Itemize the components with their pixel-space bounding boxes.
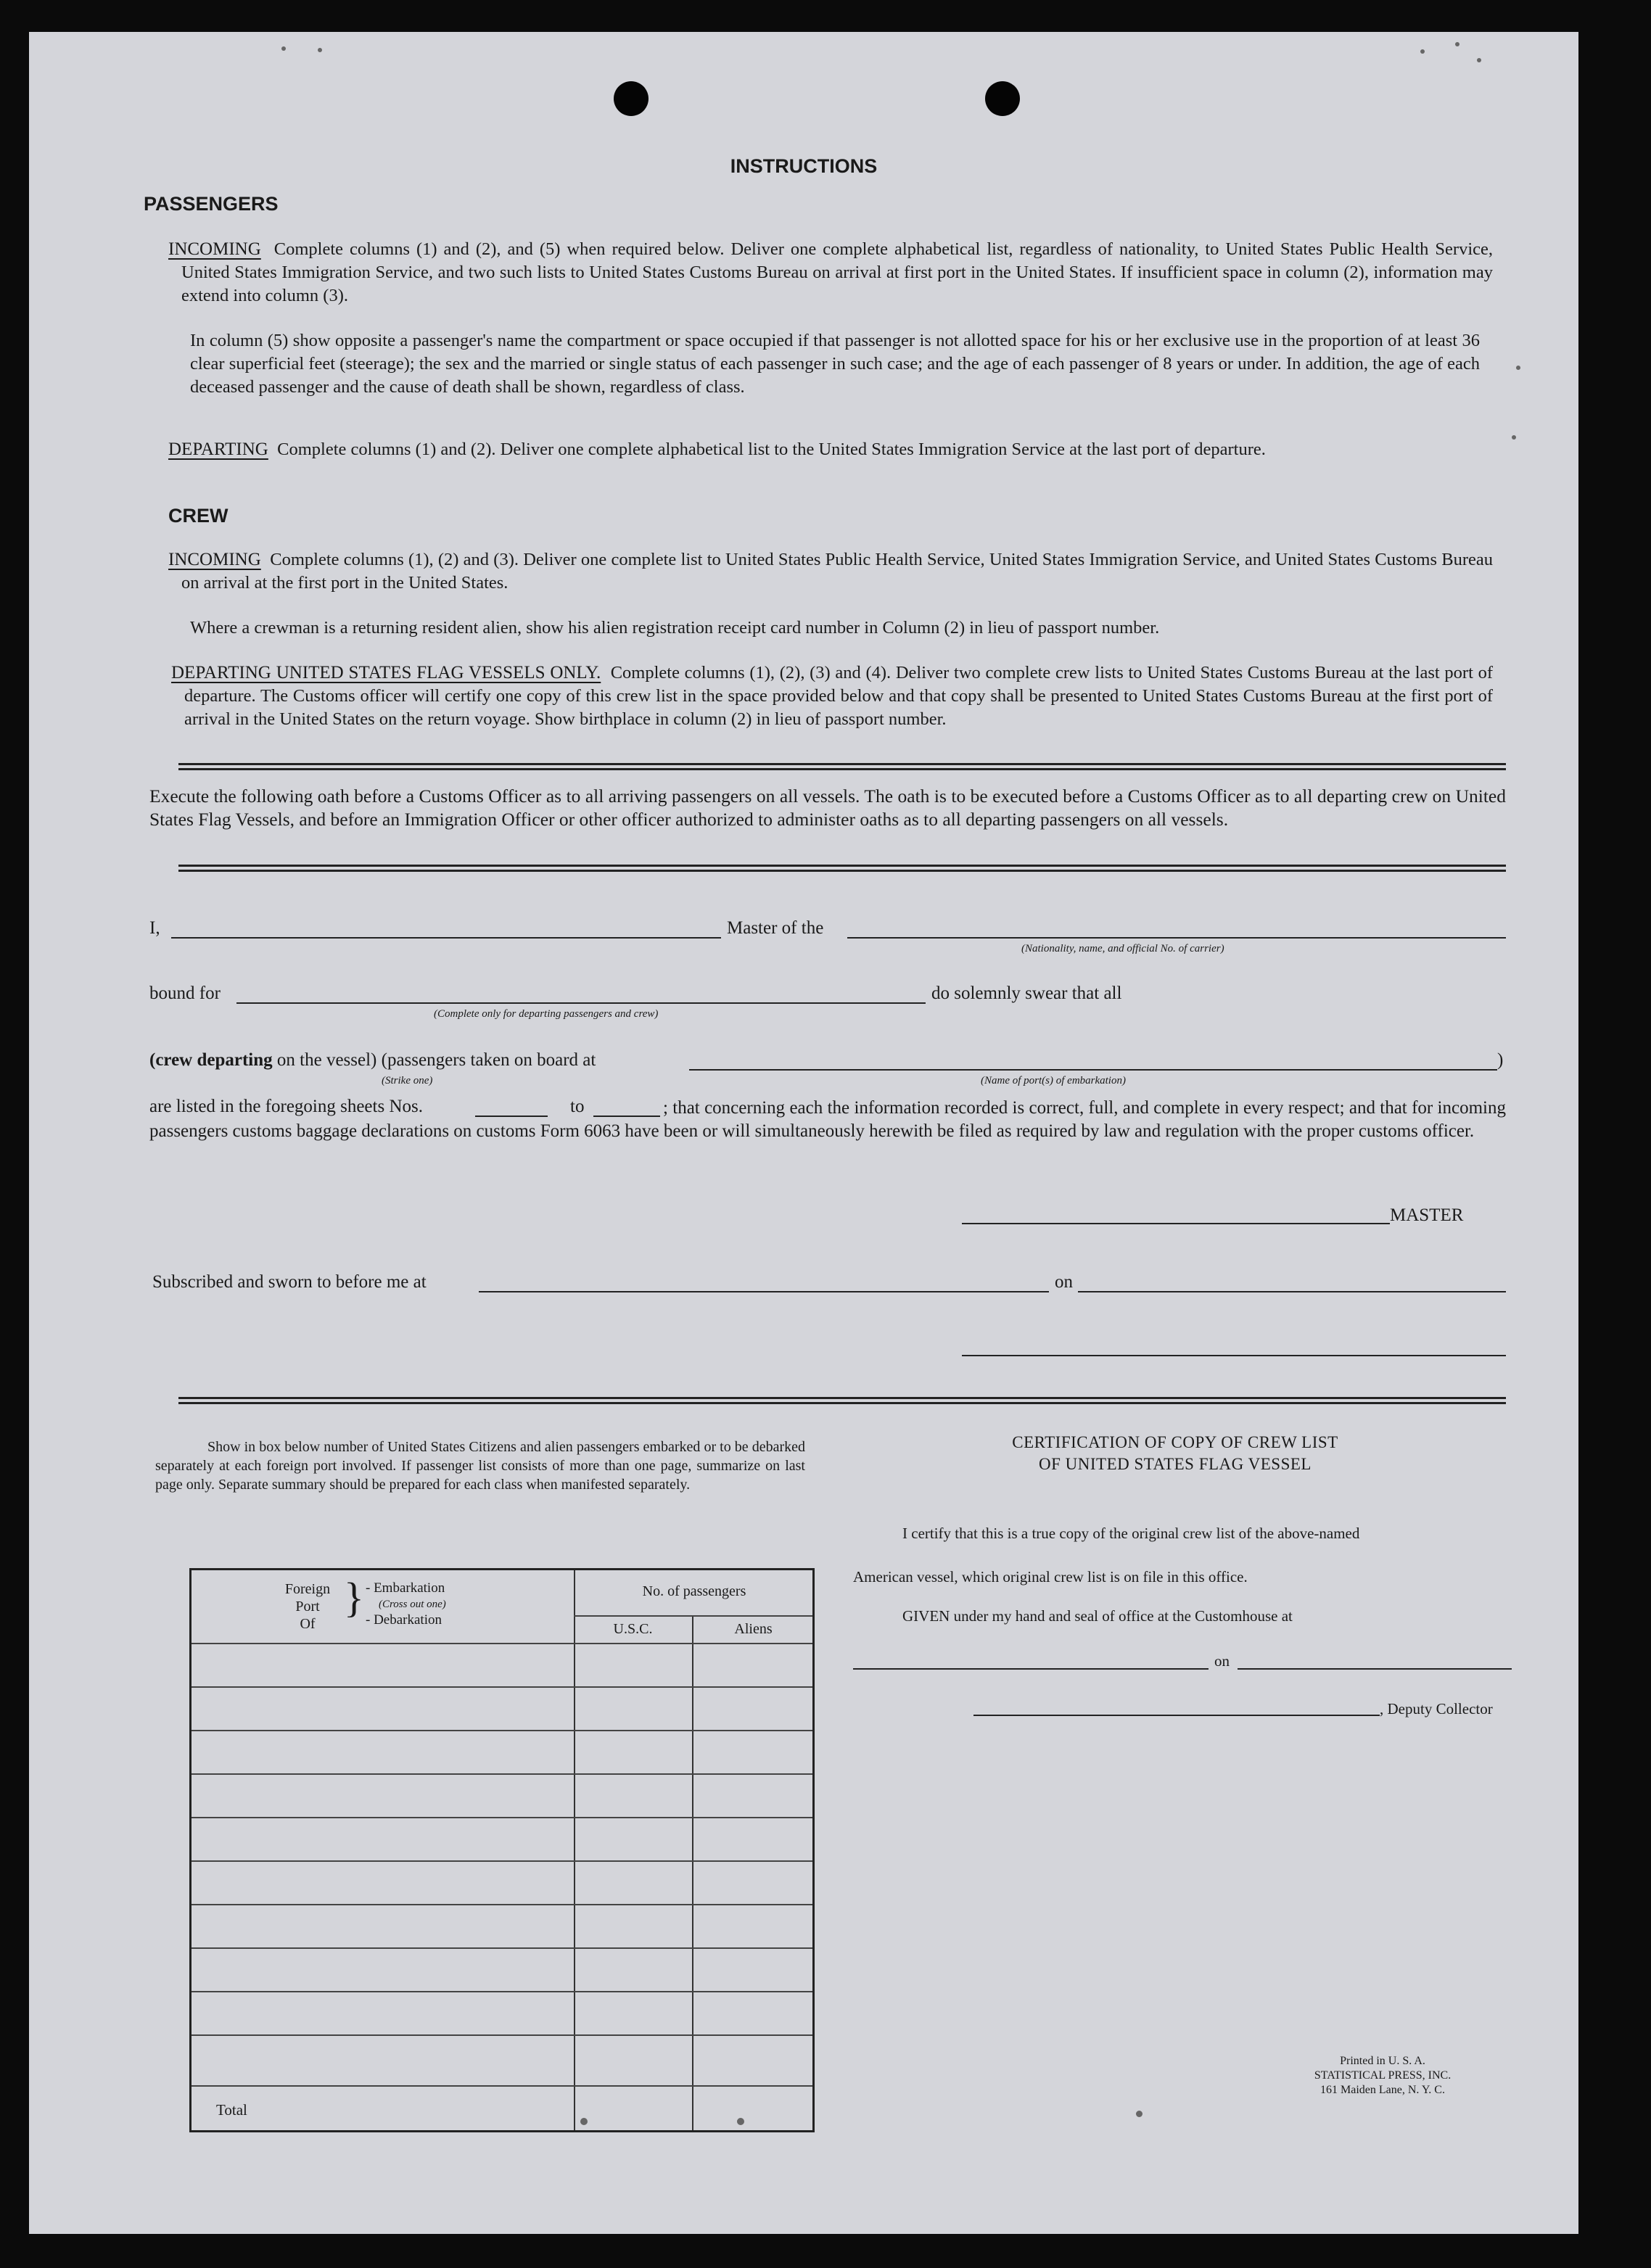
crew-resident-paragraph: Where a crewman is a returning resident alien, show his alien registration receipt card number in Column (2) in lieu of passport number.	[190, 618, 1160, 638]
master-signature-field[interactable]	[962, 1223, 1390, 1224]
crew-incoming-label: INCOMING	[168, 550, 261, 569]
table-row-rule	[192, 1991, 812, 1992]
certify-line1: I certify that this is a true copy of the original crew list of the above-named	[902, 1525, 1360, 1542]
passengers-taken-option[interactable]: (passengers taken on board at	[381, 1050, 596, 1070]
table-row-rule	[192, 1817, 812, 1818]
crew-departing-label: DEPARTING UNITED STATES FLAG VESSELS ONLY.	[171, 663, 601, 683]
certification-title-line2: OF UNITED STATES FLAG VESSEL	[1039, 1455, 1312, 1473]
complete-only-caption: (Complete only for departing passengers and crew)	[434, 1008, 659, 1020]
carrier-field[interactable]	[847, 937, 1506, 939]
printer-line3: 161 Maiden Lane, N. Y. C.	[1320, 2084, 1445, 2096]
subscribed-place-field[interactable]	[479, 1291, 1049, 1292]
subscribed-label: Subscribed and sworn to before me at	[152, 1272, 427, 1292]
embark-debark-options	[366, 1580, 446, 1628]
deputy-collector-label: , Deputy Collector	[1380, 1700, 1493, 1718]
debarkation-option[interactable]: - Debarkation	[366, 1612, 442, 1628]
table-row-rule	[192, 1947, 812, 1949]
crew-departing-paragraph	[171, 661, 1493, 731]
crew-departing-option[interactable]: (crew departing	[149, 1050, 273, 1070]
printer-line1: Printed in U. S. A.	[1340, 2055, 1425, 2067]
master-signature-label: MASTER	[1390, 1205, 1464, 1225]
table-header-rule	[192, 1643, 812, 1644]
on-the-vessel-text: on the vessel)	[276, 1050, 377, 1070]
crew-incoming-text: Complete columns (1), (2) and (3). Deliver one complete list to United States Public Health Service, United States Immigration Service, and United States Customs Bureau on arrival at the first port in the United States.	[181, 550, 1493, 593]
port-caption: (Name of port(s) of embarkation)	[981, 1075, 1126, 1086]
table-total-rule	[192, 2085, 812, 2087]
passenger-summary-table	[189, 1568, 815, 2132]
speck	[318, 48, 322, 52]
cert-on-label: on	[1214, 1652, 1230, 1670]
speck	[281, 46, 286, 51]
are-listed-text: are listed in the foregoing sheets Nos.	[149, 1097, 423, 1116]
of-text: Of	[300, 1616, 316, 1632]
bound-for-field[interactable]	[236, 1002, 926, 1004]
deputy-signature-field[interactable]	[973, 1715, 1380, 1716]
passengers-departing-label: DEPARTING	[168, 440, 268, 459]
crew-passengers-line	[149, 1050, 596, 1071]
table-row-rule	[192, 1860, 812, 1862]
embarkation-port-field[interactable]	[689, 1069, 1497, 1071]
passengers-incoming-paragraph	[168, 238, 1493, 308]
master-of-the-label: Master of the	[727, 918, 824, 938]
speck	[580, 2118, 588, 2125]
table-row-rule	[192, 1904, 812, 1905]
passengers-heading: PASSENGERS	[144, 193, 279, 215]
table-row-rule	[192, 2034, 812, 2036]
form-sheet	[29, 32, 1578, 2234]
speck	[1512, 435, 1516, 440]
passengers-incoming-label: INCOMING	[168, 239, 261, 259]
swear-text: do solemnly swear that all	[931, 984, 1122, 1003]
double-rule	[178, 1397, 1506, 1404]
close-paren: )	[1497, 1050, 1504, 1070]
speck	[737, 2118, 744, 2125]
given-text: GIVEN under my hand and seal of office at the Customhouse at	[902, 1607, 1293, 1625]
port-text: Port	[295, 1599, 320, 1615]
to-text: to	[570, 1097, 585, 1116]
printer-imprint	[1274, 2054, 1491, 2098]
passengers-departing-paragraph	[168, 438, 1493, 461]
cert-date-field[interactable]	[1238, 1668, 1512, 1670]
foreign-port-of-header	[271, 1580, 344, 1633]
table-row-rule	[192, 1686, 812, 1688]
table-row-rule	[192, 1773, 812, 1775]
crew-heading: CREW	[168, 505, 228, 527]
speck	[1420, 49, 1425, 54]
table-subheader-rule	[574, 1615, 812, 1617]
officer-signature-field[interactable]	[962, 1355, 1506, 1356]
subscribed-date-field[interactable]	[1078, 1291, 1506, 1292]
customhouse-field[interactable]	[853, 1668, 1209, 1670]
punch-hole-right	[985, 81, 1020, 116]
double-rule	[178, 865, 1506, 872]
subscribed-on-label: on	[1055, 1272, 1073, 1292]
printer-line2: STATISTICAL PRESS, INC.	[1314, 2069, 1452, 2082]
brace-symbol: }	[344, 1574, 364, 1621]
certify-line2: American vessel, which original crew list is on file in this office.	[853, 1568, 1248, 1585]
certification-title-line1: CERTIFICATION OF COPY OF CREW LIST	[1012, 1433, 1338, 1451]
concerning-text: ; that concerning each the information recorded is correct, full, and complete in every respect; and that for incoming passengers customs baggage declarations on customs Form 6063 have been or will simultaneously herewith be filed as required by law and regulation with the proper customs officer.	[149, 1098, 1506, 1141]
speck	[1455, 42, 1459, 46]
certification-title	[863, 1432, 1487, 1475]
speck	[1516, 366, 1520, 370]
passengers-incoming-text: Complete columns (1) and (2), and (5) when required below. Deliver one complete alphabetical list, regardless of nationality, to United States Public Health Service, United States Immigration Service, and two such lists to United States Customs Bureau on arrival at first port in the United States. If insufficient space in column (2), information may extend into column (3).	[181, 239, 1494, 305]
bound-for-label: bound for	[149, 984, 221, 1003]
foreign-text: Foreign	[284, 1581, 331, 1597]
double-rule	[178, 763, 1506, 770]
master-name-field[interactable]	[171, 937, 721, 939]
crew-incoming-paragraph	[168, 548, 1493, 595]
punch-hole-left	[614, 81, 649, 116]
crew-departing-text: Complete columns (1), (2), (3) and (4). Deliver two complete crew lists to United States Customs Bureau at the last port of departure. The Customs officer will certify one copy of this crew list in the space provided below and that copy shall be presented to United States Customs Bureau at the first port of arrival in the United States on the return voyage. Show birthplace in column (2) in lieu of passport number.	[184, 663, 1494, 729]
passengers-departing-text: Complete columns (1) and (2). Deliver one complete alphabetical list to the United States Immigration Service at the last port of departure.	[277, 440, 1266, 459]
column5-paragraph: In column (5) show opposite a passenger's name the compartment or space occupied if that passenger is not allotted space for his or her exclusive use in the proportion of at least 36 clear superficial feet (steerage); the sex and the married or single status of each passenger in such case; and the age of each passenger of 8 years or under. In addition, the age of each deceased passenger and the cause of death shall be shown, regardless of class.	[190, 331, 1480, 397]
speck	[1477, 58, 1481, 62]
cross-out-caption: (Cross out one)	[379, 1599, 446, 1610]
page-title: INSTRUCTIONS	[730, 155, 878, 177]
no-passengers-header: No. of passengers	[642, 1583, 746, 1599]
embarkation-option[interactable]: - Embarkation	[366, 1580, 445, 1596]
speck	[1136, 2111, 1142, 2117]
strike-one-caption: (Strike one)	[382, 1075, 433, 1086]
table-divider	[574, 1570, 575, 2130]
oath-i-label: I,	[149, 918, 160, 938]
summary-instructions: Show in box below number of United States Citizens and alien passengers embarked or to be debarked separately at each foreign port involved. If passenger list consists of more than one page, summarize on last page only. Separate summary should be prepared for each class when manifested separately.	[155, 1439, 805, 1493]
table-divider	[692, 1615, 693, 2130]
oath-intro: Execute the following oath before a Customs Officer as to all arriving passengers on all vessels. The oath is to be executed before a Customs Officer as to all departing crew on United States Flag Vessels, and before an Immigration Officer or other officer authorized to administer oaths as to all departing passengers on all vessels.	[149, 785, 1506, 830]
usc-header: U.S.C.	[613, 1621, 653, 1637]
table-row-rule	[192, 1730, 812, 1731]
nationality-caption: (Nationality, name, and official No. of carrier)	[1021, 943, 1224, 954]
total-label: Total	[216, 2101, 247, 2119]
aliens-header: Aliens	[734, 1621, 773, 1637]
